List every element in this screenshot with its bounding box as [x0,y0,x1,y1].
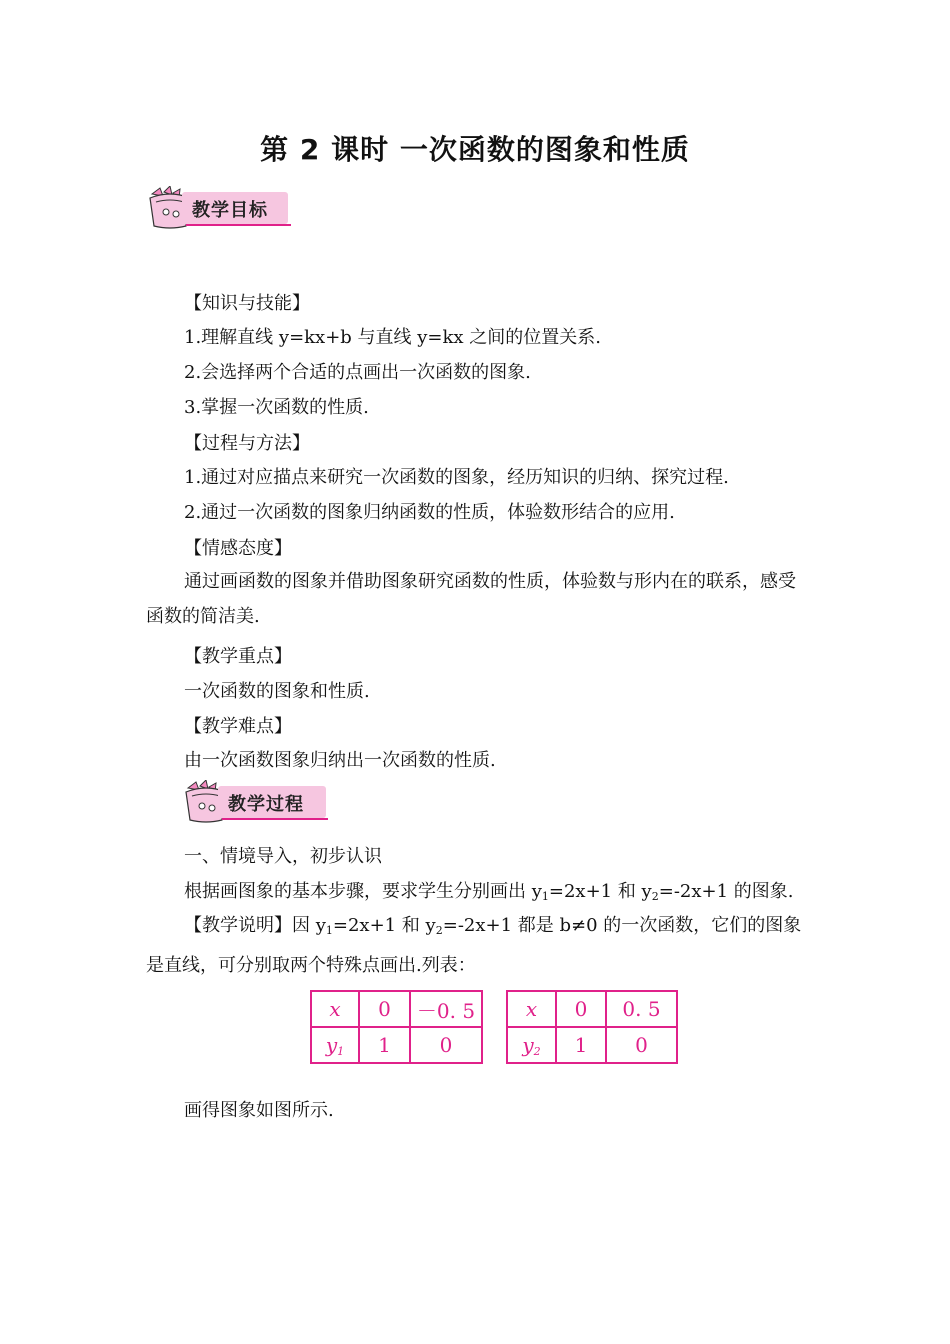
section-heading: 一、情境导入，初步认识 [184,846,382,867]
banner-label: 教学过程 [228,794,304,815]
section-banner-objectives [146,186,291,230]
table-header-y: $y_2$ [507,1027,556,1063]
table-cell: 0 [606,1027,677,1063]
key-point-text: 一次函数的图象和性质. [184,681,370,702]
page-title: 第 2 课时 一次函数的图象和性质 [260,133,690,166]
heading-attitude: 【情感态度】 [184,538,292,559]
attitude-text: 通过画函数的图象并借助图象研究函数的性质，体验数与形内在的联系，感受函数的简洁美. [146,571,796,627]
table-cell: 0 [410,1027,482,1063]
difficulty-text: 由一次函数图象归纳出一次函数的性质. [184,750,496,771]
knowledge-item-2: 2.会选择两个合适的点画出一次函数的图象. [184,362,531,383]
heading-knowledge: 【知识与技能】 [184,293,310,314]
table-cell: 1 [359,1027,410,1063]
process-item-1: 1.通过对应描点来研究一次函数的图象，经历知识的归纳、探究过程. [184,467,729,488]
table-cell: 0 [556,991,606,1027]
closing-text: 画得图象如图所示. [184,1100,334,1121]
process-item-2: 2.通过一次函数的图象归纳函数的性质，体验数形结合的应用. [184,502,675,523]
table-cell: 0 [359,991,410,1027]
table-cell: 0. 5 [606,991,677,1027]
value-table-y2 [506,990,678,1064]
table-header-x: x [311,991,359,1027]
heading-process-method: 【过程与方法】 [184,433,310,454]
table-cell: －0. 5 [410,991,482,1027]
value-table-y1 [310,990,483,1064]
table-cell: 1 [556,1027,606,1063]
section-banner-process [182,780,330,824]
heading-key-point: 【教学重点】 [184,646,292,667]
table-header-x: x [507,991,556,1027]
knowledge-item-1: 1.理解直线 y=kx+b 与直线 y=kx 之间的位置关系. [184,327,602,348]
teaching-note: 【教学说明】因 $y_1=2x+1$ 和 $y_2=-2x+1$ 都是 b≠0 的一次函数，它们的图象是直线，可分别取两个特殊点画出.列表： [146,915,802,976]
heading-difficulty: 【教学难点】 [184,716,292,737]
table-header-y: $y_1$ [311,1027,359,1063]
banner-label: 教学目标 [192,200,268,221]
knowledge-item-3: 3.掌握一次函数的性质. [184,397,369,418]
task-text: 根据画图象的基本步骤，要求学生分别画出 $y_1=2x+1$ 和 $y_2=-2x+1$ 的图象. [184,881,794,903]
